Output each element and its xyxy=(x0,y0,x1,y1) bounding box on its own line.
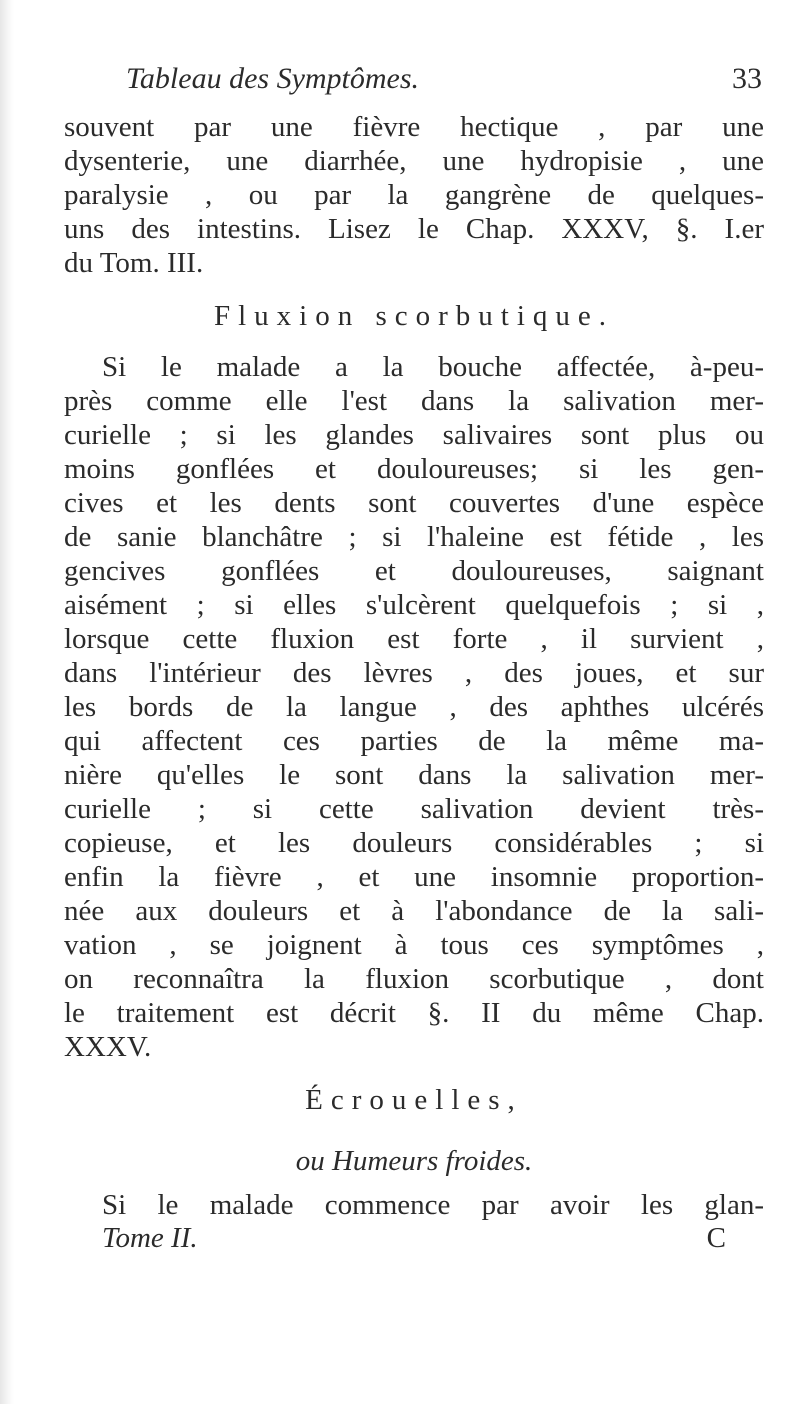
text-line: près comme elle l'est dans la salivation mer- xyxy=(64,385,764,417)
book-page xyxy=(64,62,764,1262)
section-heading-fluxion: Fluxion scorbutique. xyxy=(213,300,615,332)
signature-mark: C xyxy=(706,1222,726,1254)
text-line: dans l'intérieur des lèvres , des joues, et sur xyxy=(64,657,764,689)
text-line: les bords de la langue , des aphthes ulcérés xyxy=(64,691,764,723)
paragraph-continuation xyxy=(64,110,764,280)
tome-label: Tome II. xyxy=(102,1222,198,1254)
page-number: 33 xyxy=(732,62,762,95)
text-line: uns des intestins. Lisez le Chap. XXXV, §. I.er xyxy=(64,213,764,245)
page-binding-edge xyxy=(0,0,14,1404)
text-line: aisément ; si elles s'ulcèrent quelquefois ; si , xyxy=(64,589,764,621)
text-line: on reconnaîtra la fluxion scorbutique , dont xyxy=(64,963,764,995)
text-line: moins gonflées et douloureuses; si les gen- xyxy=(64,453,764,485)
page-footer xyxy=(64,1222,764,1262)
text-line: curielle ; si les glandes salivaires sont plus ou xyxy=(64,419,764,451)
text-line: curielle ; si cette salivation devient très- xyxy=(64,793,764,825)
text-line: de sanie blanchâtre ; si l'haleine est fétide , les xyxy=(64,521,764,553)
text-line: lorsque cette fluxion est forte , il survient , xyxy=(64,623,764,655)
running-head-title: Tableau des Symptômes. xyxy=(126,62,420,95)
text-line: copieuse, et les douleurs considérables ; si xyxy=(64,827,764,859)
section-subheading: ou Humeurs froides. xyxy=(295,1145,533,1177)
text-line: cives et les dents sont couvertes d'une espèce xyxy=(64,487,764,519)
text-line: Si le malade commence par avoir les glan- xyxy=(102,1189,764,1221)
text-line: le traitement est décrit §. II du même Chap. xyxy=(64,997,764,1029)
text-line: Si le malade a la bouche affectée, à-peu- xyxy=(102,351,764,383)
text-line: nière qu'elles le sont dans la salivation mer- xyxy=(64,759,764,791)
text-line: dysenterie, une diarrhée, une hydropisie , une xyxy=(64,145,764,177)
running-head xyxy=(64,62,764,110)
text-line: enfin la fièvre , et une insomnie proportion- xyxy=(64,861,764,893)
section-heading-ecrouelles: Écrouelles, xyxy=(305,1084,523,1116)
text-line: XXXV. xyxy=(64,1031,152,1063)
text-line: gencives gonflées et douloureuses, saignant xyxy=(64,555,764,587)
text-line: du Tom. III. xyxy=(64,247,204,279)
text-line: souvent par une fièvre hectique , par une xyxy=(64,111,764,143)
text-line: née aux douleurs et à l'abondance de la sali- xyxy=(64,895,764,927)
text-line: qui affectent ces parties de la même ma- xyxy=(64,725,764,757)
text-line: vation , se joignent à tous ces symptômes , xyxy=(64,929,764,961)
text-line: paralysie , ou par la gangrène de quelques- xyxy=(64,179,764,211)
paragraph-fluxion xyxy=(64,350,764,1064)
paragraph-ecrouelles xyxy=(64,1188,764,1222)
